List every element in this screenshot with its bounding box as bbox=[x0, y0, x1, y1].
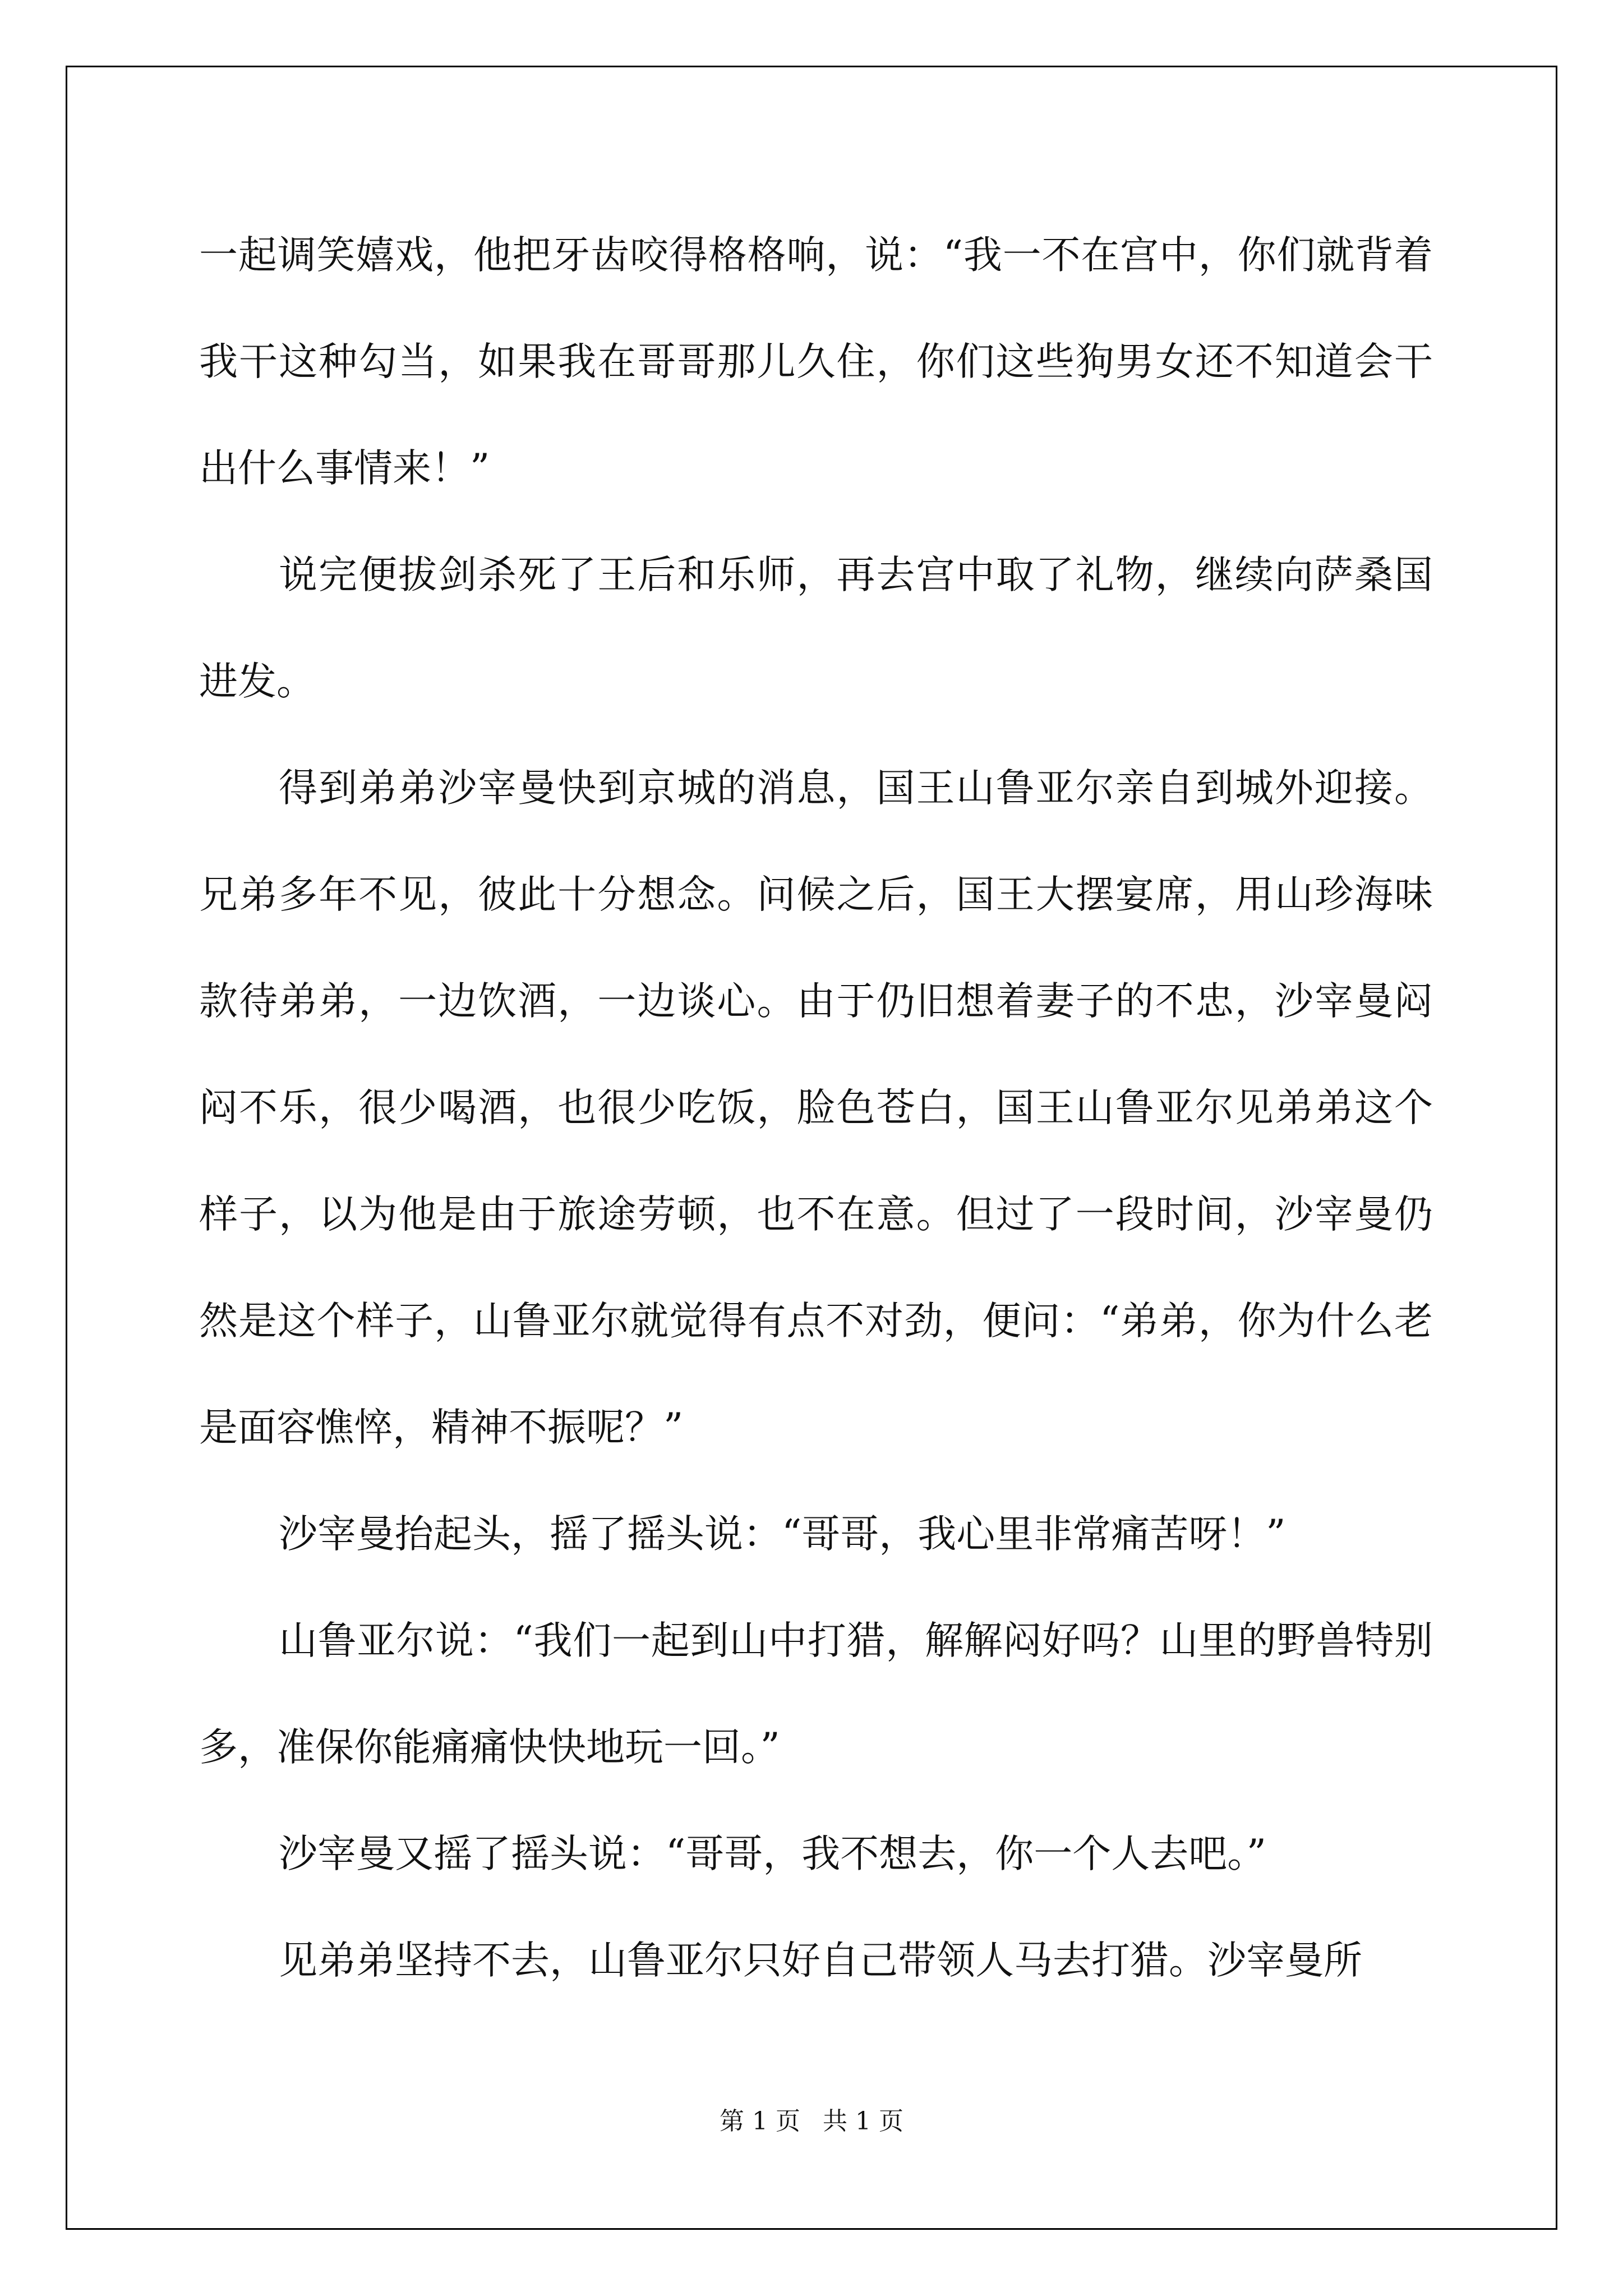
paragraph: 沙宰曼又摇了摇头说：“哥哥，我不想去，你一个人去吧。” bbox=[279, 1832, 1267, 1876]
paragraph: 见弟弟坚持不去，山鲁亚尔只好自己带领人马去打猎。沙宰曼所 bbox=[279, 1938, 1362, 1983]
paragraph: 一起调笑嬉戏，他把牙齿咬得格格响，说：“我一不在宫中，你们就背着我干这种勾当，如果我在哥哥那儿久住，你们这些狗男女还不知道会干出什么事情来！” bbox=[199, 233, 1433, 491]
page-footer bbox=[0, 2101, 1623, 2137]
paragraph: 得到弟弟沙宰曼快到京城的消息，国王山鲁亚尔亲自到城外迎接。兄弟多年不见，彼此十分想念。问候之后，国王大摆宴席，用山珍海味款待弟弟，一边饮酒，一边谈心。由于仍旧想着妻子的不忠，沙宰曼闷闷不乐，很少喝酒，也很少吃饭，脸色苍白，国王山鲁亚尔见弟弟这个样子，以为他是由于旅途劳顿，也不在意。但过了一段时间，沙宰曼仍然是这个样子，山鲁亚尔就觉得有点不对劲，便问：“弟弟，你为什么老是面容憔悴，精神不振呢？” bbox=[199, 766, 1433, 1450]
paragraph: 沙宰曼抬起头，摇了摇头说：“哥哥，我心里非常痛苦呀！” bbox=[279, 1512, 1286, 1557]
paragraph: 山鲁亚尔说：“我们一起到山中打猎，解解闷好吗？山里的野兽特别多，准保你能痛痛快快地玩一回。” bbox=[199, 1618, 1433, 1770]
paragraph: 说完便拔剑杀死了王后和乐师，再去宫中取了礼物，继续向萨桑国进发。 bbox=[199, 553, 1433, 704]
page-number: 第 1 页 bbox=[720, 2107, 800, 2136]
page-total: 共 1 页 bbox=[823, 2107, 903, 2136]
document-body bbox=[199, 202, 1433, 2014]
